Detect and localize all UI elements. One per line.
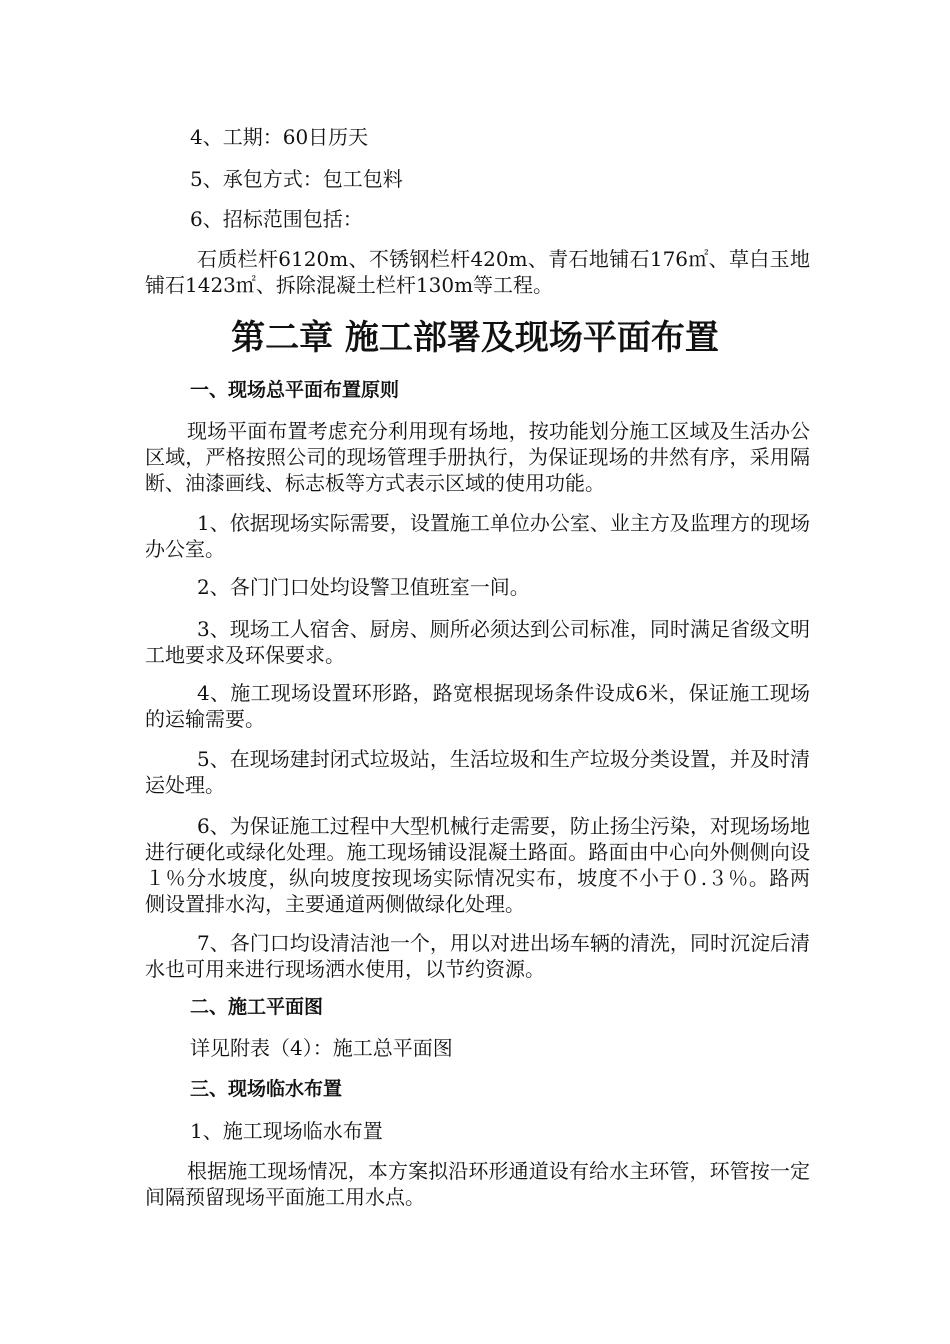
layout-principle-3: 3、现场工人宿舍、厨房、厕所必须达到公司标准，同时满足省级文明工地要求及环保要求。: [145, 617, 810, 667]
section-heading-temporary-water: 三、现场临水布置: [190, 1078, 343, 1100]
section-heading-site-plan: 二、施工平面图: [190, 996, 324, 1018]
chapter-title: 第二章 施工部署及现场平面布置: [231, 318, 719, 358]
section-heading-layout-principles: 一、现场总平面布置原则: [190, 379, 400, 401]
layout-principle-5: 5、在现场建封闭式垃圾站，生活垃圾和生产垃圾分类设置，并及时清运处理。: [145, 747, 810, 797]
bid-scope-paragraph: 石质栏杆6120m、不锈钢栏杆420m、青石地铺石176㎡、草白玉地铺石1423㎡、拆除混凝土栏杆130m等工程。: [145, 247, 810, 297]
layout-principle-2: 2、各门门口处均设警卫值班室一间。: [197, 575, 530, 599]
temporary-water-subheading: 1、施工现场临水布置: [190, 1119, 383, 1143]
info-item-duration: 4、工期：60日历天: [190, 125, 369, 149]
site-plan-reference: 详见附表（4）：施工总平面图: [190, 1036, 453, 1060]
layout-principle-1: 1、依据现场实际需要，设置施工单位办公室、业主方及监理方的现场办公室。: [145, 511, 810, 561]
info-item-contract-mode: 5、承包方式：包工包料: [190, 167, 403, 191]
layout-principle-6: 6、为保证施工过程中大型机械行走需要，防止扬尘污染，对现场场地进行硬化或绿化处理。施工现场铺设混凝土路面。路面由中心向外侧侧向设１％分水坡度，纵向坡度按现场实际情况实布，坡度不小于０.３％。路两侧设置排水沟，主要通道两侧做绿化处理。: [145, 814, 810, 916]
layout-principle-7: 7、各门口均设清洁池一个，用以对进出场车辆的清洗，同时沉淀后清水也可用来进行现场洒水使用，以节约资源。: [145, 931, 810, 981]
layout-principles-intro: 现场平面布置考虑充分利用现有场地，按功能划分施工区域及生活办公区域，严格按照公司的现场管理手册执行，为保证现场的井然有序，采用隔断、油漆画线、标志板等方式表示区域的使用功能。: [145, 419, 810, 495]
layout-principle-4: 4、施工现场设置环形路，路宽根据现场条件设成6米，保证施工现场的运输需要。: [145, 681, 810, 731]
info-item-bid-scope-label: 6、招标范围包括：: [190, 207, 363, 231]
temporary-water-paragraph: 根据施工现场情况，本方案拟沿环形通道设有给水主环管，环管按一定间隔预留现场平面施工用水点。: [145, 1159, 810, 1209]
